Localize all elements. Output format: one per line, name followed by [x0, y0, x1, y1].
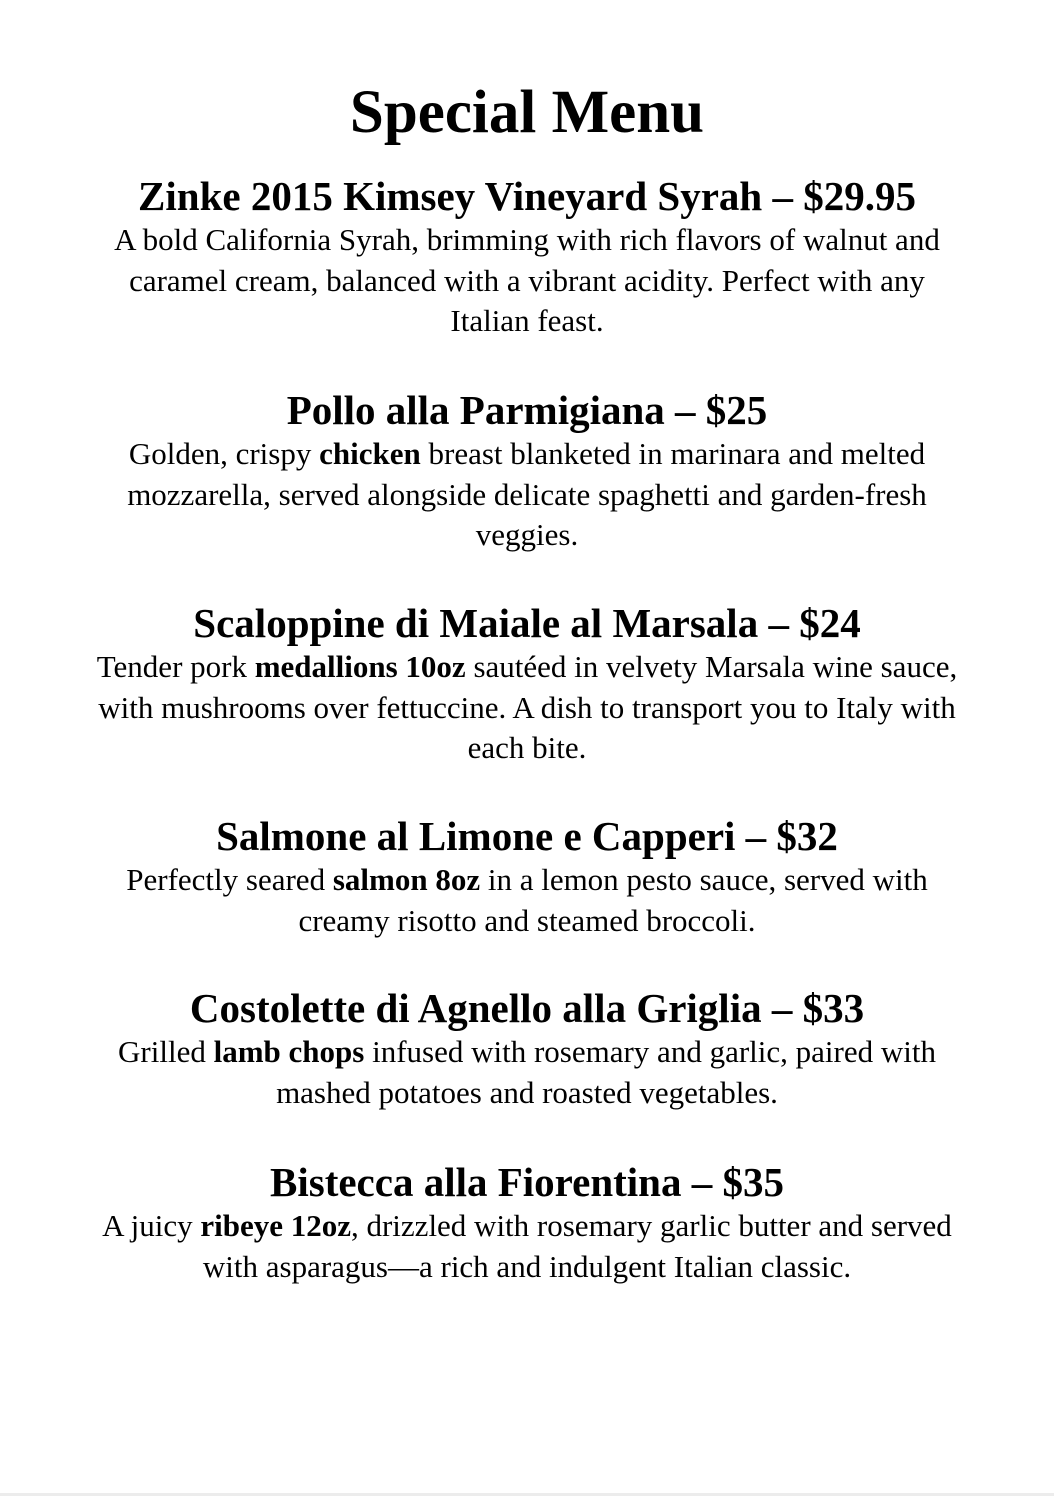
menu-item-description-text: , drizzled with rosemary garlic butter and served with asparagus—a rich and indulgent Italian classic.: [202, 1208, 952, 1284]
menu-item-name: Costolette di Agnello alla Griglia: [189, 985, 762, 1031]
menu-item-description: [90, 220, 964, 342]
menu-item: [90, 599, 964, 769]
menu-item-description-text: Grilled: [118, 1034, 214, 1069]
menu-item-name: Salmone al Limone e Capperi: [216, 813, 736, 859]
menu-item-price: $33: [802, 985, 865, 1031]
menu-item-highlight: medallions 10oz: [254, 649, 466, 684]
menu-item-heading: Bistecca alla Fiorentina – $35: [270, 1159, 784, 1205]
menu-item-heading: Zinke 2015 Kimsey Vineyard Syrah – $29.95: [138, 173, 916, 219]
menu-item-heading: Scaloppine di Maiale al Marsala – $24: [193, 600, 861, 646]
menu-item-description-text: A bold California Syrah, brimming with rich flavors of walnut and caramel cream, balanced with a vibrant acidity. Perfect with any Italian feast.: [114, 222, 940, 338]
menu-item-highlight: lamb chops: [213, 1034, 365, 1069]
menu-item-highlight: salmon 8oz: [332, 862, 481, 897]
menu-item-description: [90, 434, 964, 556]
menu-item-heading: Costolette di Agnello alla Griglia – $33: [189, 985, 865, 1031]
menu-item-description-text: in a lemon pesto sauce, served with creamy risotto and steamed broccoli.: [298, 862, 928, 938]
menu-item-name: Bistecca alla Fiorentina: [270, 1159, 682, 1205]
page-title: Special Menu: [349, 79, 705, 146]
menu-item-name: Zinke 2015 Kimsey Vineyard Syrah: [138, 173, 763, 219]
menu-item-price: $35: [722, 1159, 784, 1205]
menu-item-description: [90, 1206, 964, 1287]
menu-item-description-text: infused with rosemary and garlic, paired with mashed potatoes and roasted vegetables.: [276, 1034, 936, 1110]
menu-item: [90, 386, 964, 556]
menu-item-description-text: Golden, crispy: [128, 436, 320, 471]
menu-item-price: $24: [799, 600, 861, 646]
menu-item-name: Scaloppine di Maiale al Marsala: [193, 600, 759, 646]
menu-item-description-text: Tender pork: [96, 649, 255, 684]
menu-item-description: [90, 860, 964, 941]
menu-item-highlight: chicken: [319, 436, 421, 471]
menu-item-highlight: ribeye 12oz: [200, 1208, 351, 1243]
menu-item: [90, 172, 964, 342]
menu-item-name: Pollo alla Parmigiana: [286, 387, 665, 433]
menu-item: [90, 1158, 964, 1287]
menu-item-heading: Salmone al Limone e Capperi – $32: [216, 813, 838, 859]
menu-item-description-text: breast blanketed in marinara and melted mozzarella, served alongside delicate spaghetti and garden-fresh veggies.: [127, 436, 927, 552]
menu-item-heading: Pollo alla Parmigiana – $25: [286, 387, 768, 433]
menu-item-description: [90, 1032, 964, 1113]
menu-item-price: $32: [776, 813, 838, 859]
menu-item-description-text: sautéed in velvety Marsala wine sauce, with mushrooms over fettuccine. A dish to transport you to Italy with each bite.: [98, 649, 958, 765]
menu-item-price: $29.95: [803, 173, 916, 219]
menu-item-price: $25: [705, 387, 768, 433]
menu-item-description: [90, 647, 964, 769]
menu-item: [90, 984, 964, 1113]
menu-item-description-text: A juicy: [102, 1208, 201, 1243]
menu-item-description-text: Perfectly seared: [126, 862, 333, 897]
menu-item: [90, 812, 964, 941]
